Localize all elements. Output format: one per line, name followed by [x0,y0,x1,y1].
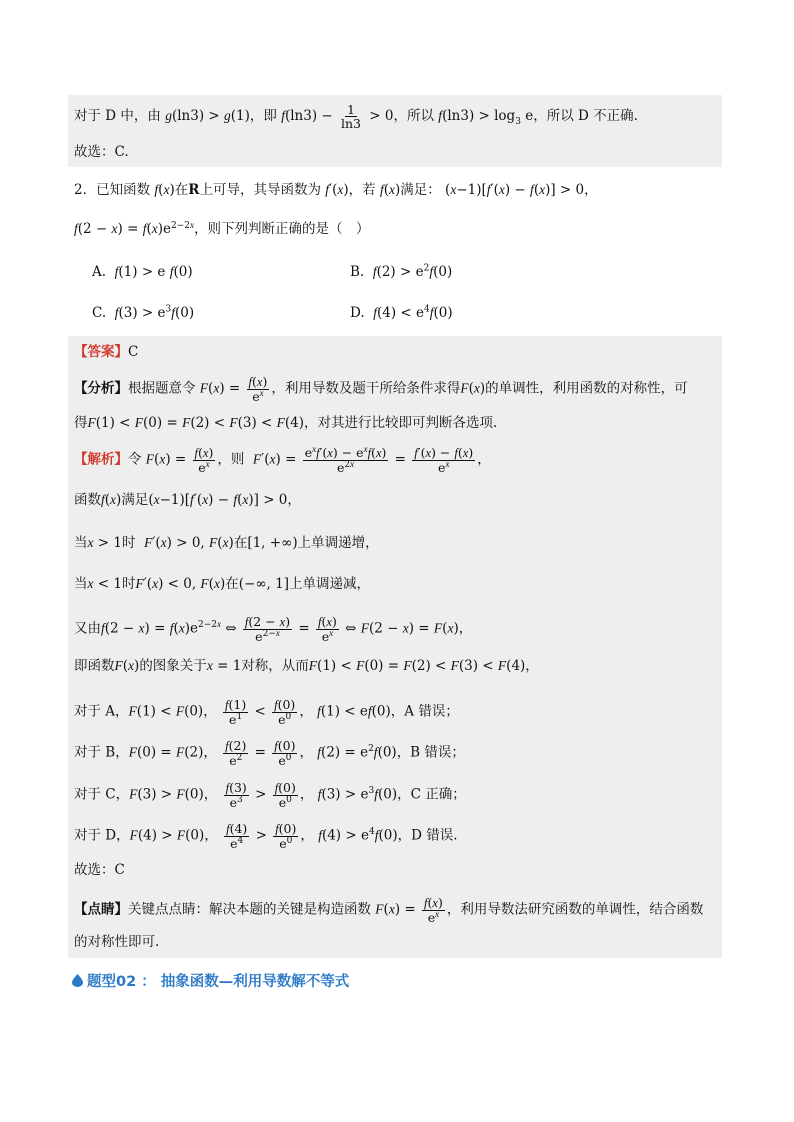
comment-tag: 【点睛】 [74,901,128,918]
solution-tag: 【解析】 [74,451,128,468]
solution-line-a: 对于 A，F(1) < F(0)， $\frac{f(1)}{e^1}$ < $\frac{f(0)}{e^0}$ ， f(1) < ef(0)，A 错误； [74,697,459,728]
answer-tag: 【答案】 [74,344,128,360]
solution-line-2: 函数f(x)满足(x−1)[f′(x) − f(x)] > 0， [74,492,301,508]
analysis-line-1: 【分析】根据题意令 F(x) = $\frac{f(x)}{e^x}$ ，利用导数及题干所给条件求得F(x)的单调性，利用函数的对称性，可 [74,374,688,405]
section-title: 题型02 ： 抽象函数—利用导数解不等式 [87,974,350,990]
solution-choice: 故选：C [74,862,125,878]
solution-line-c: 对于 C，F(3) > F(0)， $\frac{f(3)}{e^3}$ > $\frac{f(0)}{e^0}$ ， $f(3) > e^3f(0)$，C 正确； [74,780,466,811]
analysis-line-2: 得F(1) < F(0) = F(2) < F(3) < F(4)，对其进行比较即可判断各选项. [74,415,498,431]
option-a[interactable]: A. f(1) > e f(0) [92,264,193,280]
solution-line-1: 【解析】令 F(x) = $\frac{f(x)}{e^x}$ ，则 F′(x) = $\frac{e^xf'(x) - e^xf(x)}{e^{2x}}$ = $\frac{f'(x) - f(x)}{e^x}$ ， [74,443,491,476]
question-line-2: $f(2 - x) = f(x)e^{2-2x}$，则下列判断正确的是（ ） [74,219,370,237]
solution-line-b: 对于 B，F(0) = F(2)， $\frac{f(2)}{e^2}$ = $\frac{f(0)}{e^0}$ ， $f(2) = e^2f(0)$，B 错误； [74,738,465,769]
prev-choice: 故选：C. [74,144,129,160]
solution-line-4: 当x < 1时F′(x) < 0, F(x)在(−∞, 1]上单调递减， [74,576,370,592]
solution-line-d: 对于 D，F(4) > F(0)， $\frac{f(4)}{e^4}$ > $\frac{f(0)}{e^0}$ ， $f(4) > e^4f(0)$，D 错误. [74,821,458,852]
solution-line-3: 当x > 1时 F′(x) > 0, F(x)在[1, +∞)上单调递增， [74,535,379,551]
option-c[interactable]: C. $f(3) > e^3f(0)$ [92,304,195,321]
drop-bullet-icon [72,974,83,987]
section-heading [72,970,349,991]
answer-line: 【答案】C [74,344,139,360]
comment-line-1: 【点睛】关键点点睛：解决本题的关键是构造函数 F(x) = $\frac{f(x)}{e^x}$ ，利用导数法研究函数的单调性，结合函数 [74,895,704,926]
option-d[interactable]: D. $f(4) < e^4f(0)$ [350,304,453,321]
comment-line-2: 的对称性即可. [74,934,160,950]
question-line-1: 2．已知函数 f(x)在R上可导，其导函数为 f′(x)，若 f(x)满足： (x−1)[f′(x) − f(x)] > 0， [74,182,598,198]
prev-solution-line: 对于 D 中，由 g(ln3) > g(1)，即 f(ln3) − $\frac{1}{\ln 3}$ > 0，所以 $f(\ln 3) > \log_3 e$，所以 D 不正确. [74,102,638,132]
option-b[interactable]: B. $f(2) > e^2f(0)$ [350,263,453,280]
analysis-tag: 【分析】 [74,380,128,397]
solution-line-6: 即函数F(x)的图象关于x = 1对称，从而F(1) < F(0) = F(2) < F(3) < F(4)， [74,658,539,674]
solution-line-5: 又由$f(2 - x) = f(x)e^{2-2x}$ ⇔ $\frac{f(2 - x)}{e^{2-x}}$ = $\frac{f(x)}{e^x}$ ⇔ F(2 − x) = F(x)， [74,614,473,645]
